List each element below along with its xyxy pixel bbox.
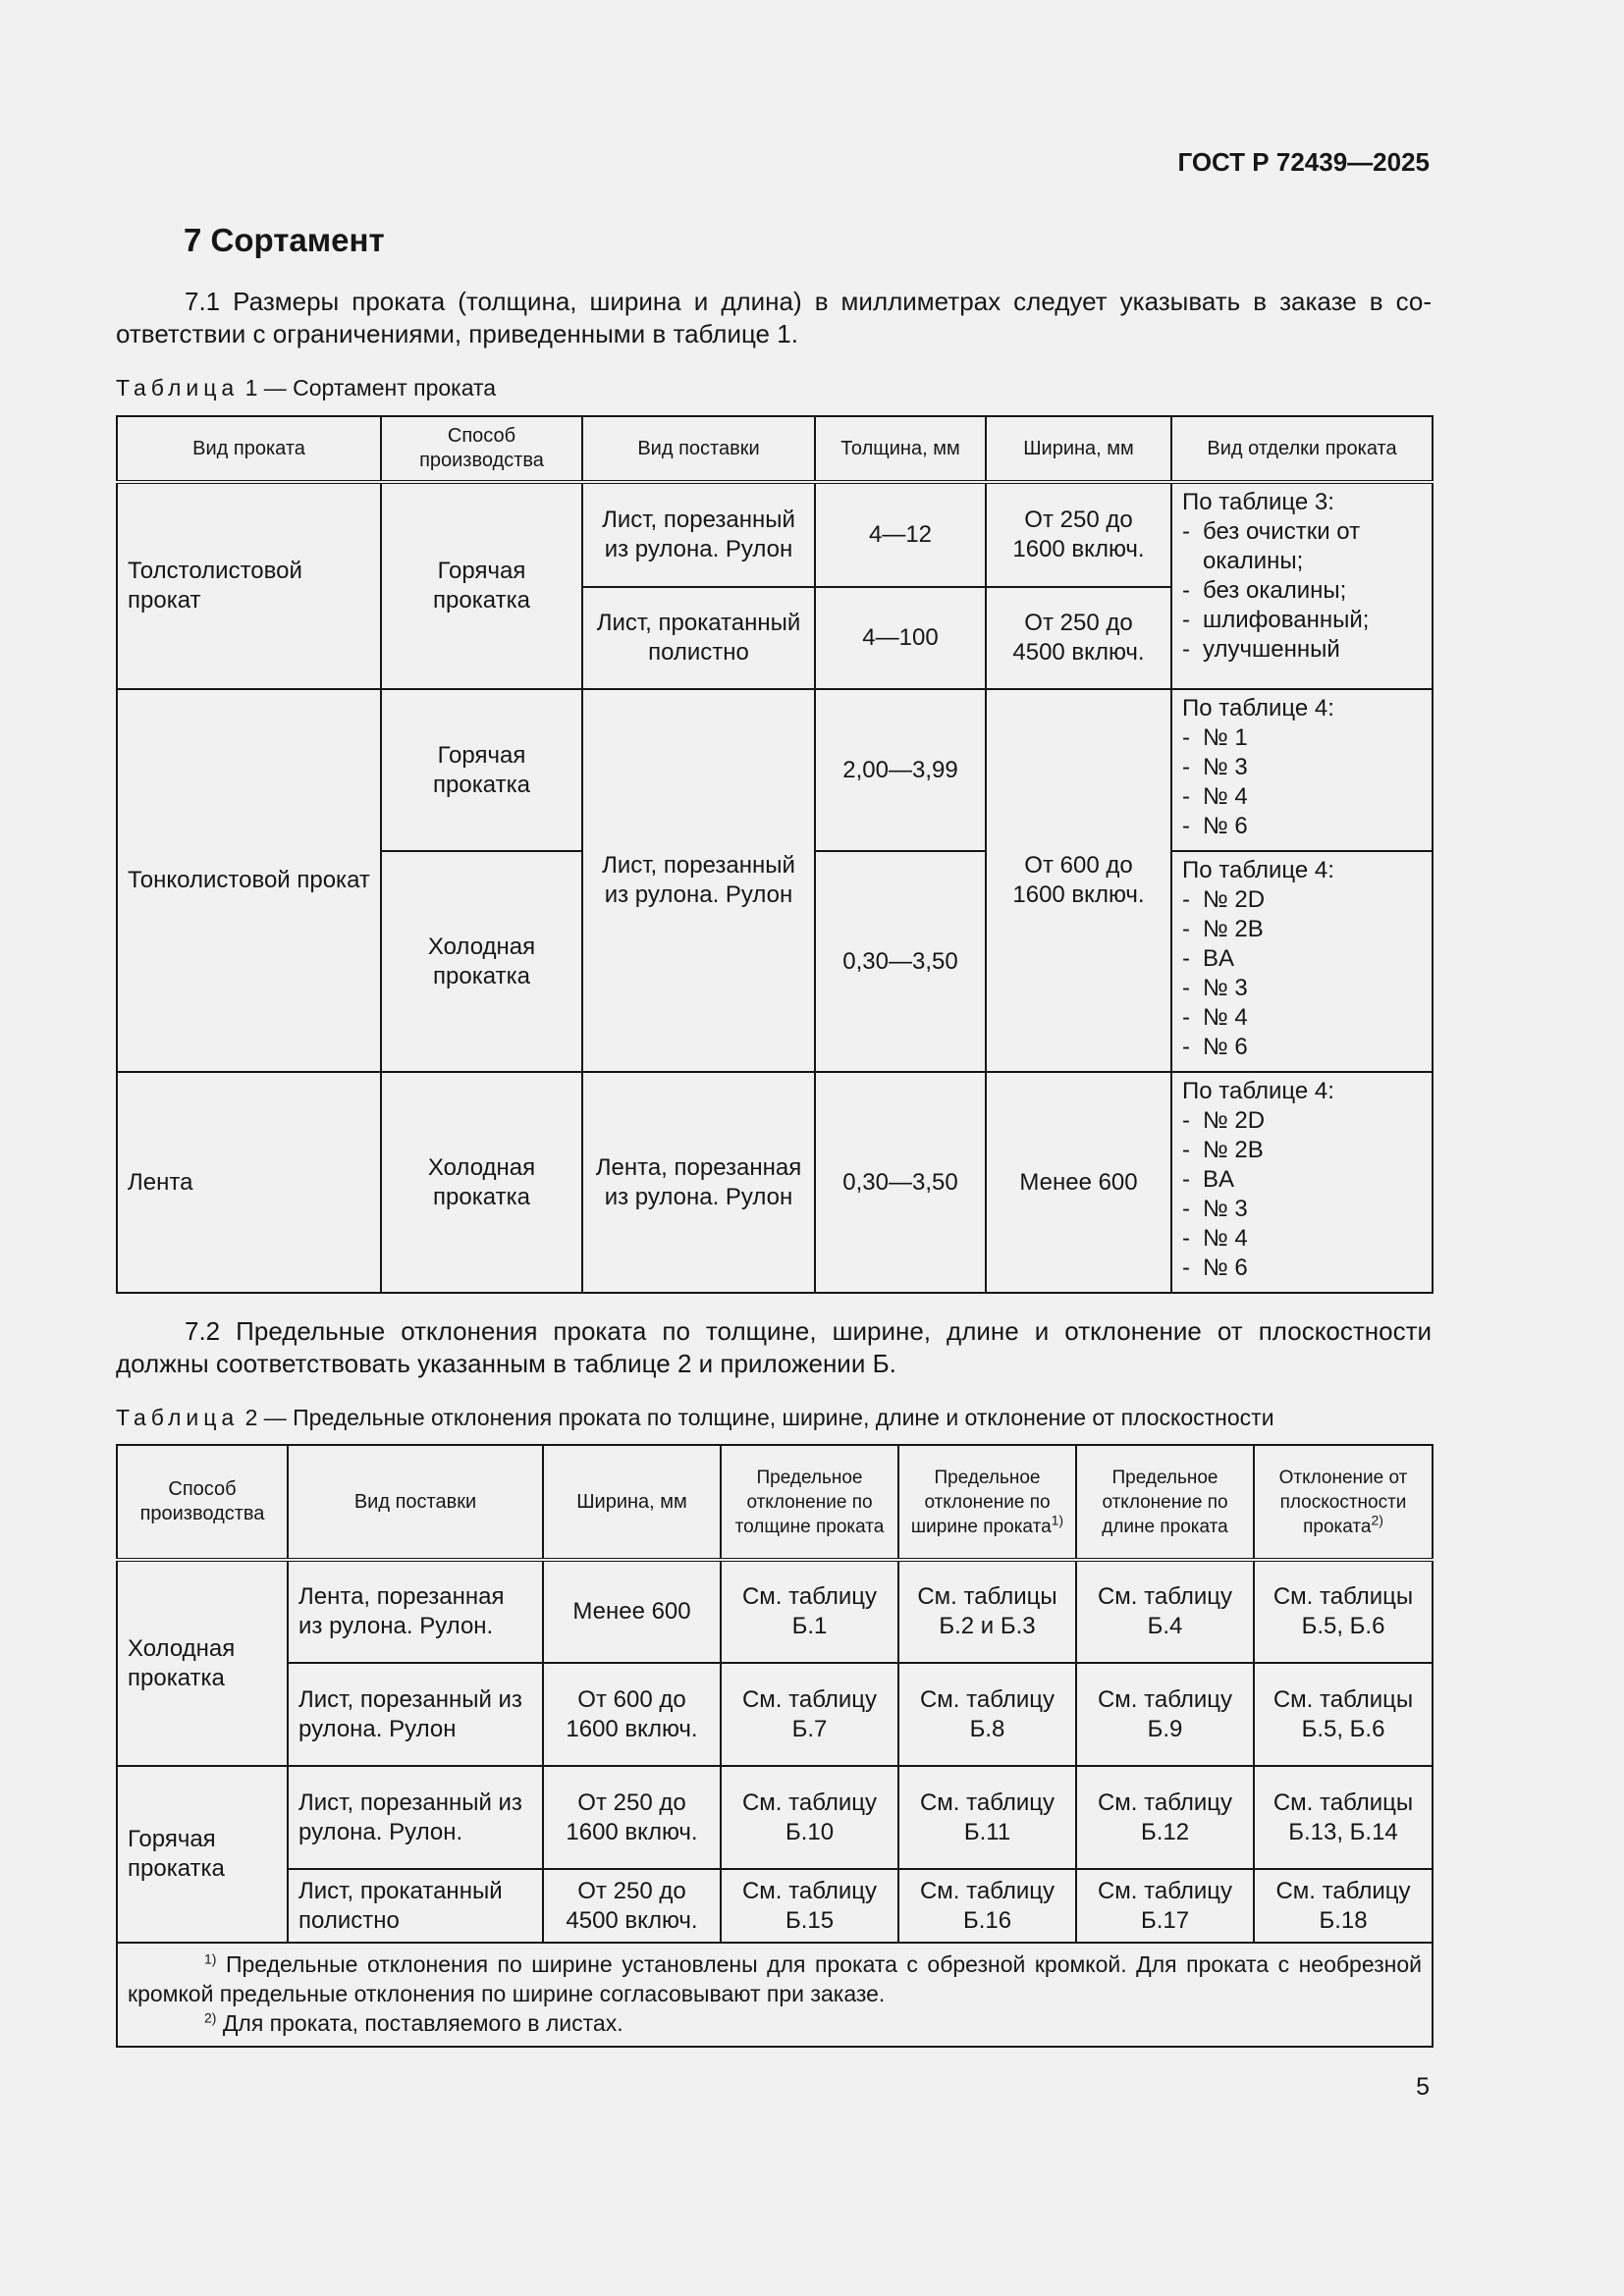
table2-caption <box>116 1405 1274 1431</box>
table-row <box>117 1560 1433 1663</box>
header-width-deviation-text: Предельное отклонение по ширине проката <box>910 1467 1052 1537</box>
footnote-2-mark: 2) <box>204 2009 217 2026</box>
table-row <box>117 1072 1433 1293</box>
width-ref: См. таблицу Б.16 <box>898 1869 1076 1943</box>
finish-item: - BA <box>1182 1165 1422 1195</box>
finish-item: - № 4 <box>1182 1003 1422 1033</box>
table1-header-row <box>117 416 1433 482</box>
product-type-thick-sheet: Толстолистовой прокат <box>117 482 381 689</box>
finish-item: - улучшенный <box>1182 635 1422 665</box>
width-value: Менее 600 <box>543 1560 721 1663</box>
table2-footnotes-row <box>117 1943 1433 2047</box>
table-assortment <box>116 415 1434 1294</box>
width-value: От 250 до 4500 включ. <box>986 587 1171 689</box>
finish-item: - № 6 <box>1182 1254 1422 1283</box>
table2-footnotes <box>117 1943 1433 2047</box>
finish-item: - № 6 <box>1182 812 1422 841</box>
section-title: 7 Сортамент <box>184 222 385 258</box>
width-ref: См. таблицу Б.8 <box>898 1663 1076 1766</box>
finish-item: - № 2D <box>1182 885 1422 915</box>
method-hot-rolling: Горячая прокатка <box>117 1766 288 1943</box>
document-id: ГОСТ Р 72439—2025 <box>1177 147 1430 177</box>
width-value: От 250 до 4500 включ. <box>543 1869 721 1943</box>
method-cold-rolling: Холодная прокатка <box>117 1560 288 1766</box>
header-production-method: Способ производства <box>117 1445 288 1560</box>
finish-title: По таблице 4: <box>1182 857 1334 883</box>
paragraph-7-2: 7.2 Предельные отклонения проката по толщине, ширине, длине и отклонение от плоскостности должны соответствовать указанным в таблице 2 и приложении Б. <box>116 1316 1432 1378</box>
header-finish: Вид отделки проката <box>1171 416 1433 482</box>
finish-item: - шлифованный; <box>1182 606 1422 635</box>
width-value: От 600 до 1600 включ. <box>986 689 1171 1072</box>
finish-item: - без очистки от окалины; <box>1182 517 1422 576</box>
finish-item: - № 3 <box>1182 753 1422 782</box>
flatness-ref: См. таблицы Б.13, Б.14 <box>1254 1766 1433 1869</box>
footnote-1-mark: 1) <box>204 1950 217 1967</box>
finish-item: - № 2B <box>1182 915 1422 944</box>
thickness-ref: См. таблицу Б.7 <box>721 1663 898 1766</box>
width-value: От 250 до 1600 включ. <box>986 482 1171 587</box>
thickness-value: 0,30—3,50 <box>815 851 986 1072</box>
header-production-method: Способ производства <box>381 416 582 482</box>
supply-value: Лист, порезанный из рулона. Рулон <box>288 1663 543 1766</box>
supply-value: Лист, порезанный из рулона. Рулон. <box>288 1766 543 1869</box>
header-width: Ширина, мм <box>986 416 1171 482</box>
table-tolerances <box>116 1444 1434 2048</box>
finish-list <box>1171 851 1433 1072</box>
table-row <box>117 482 1433 587</box>
header-width: Ширина, мм <box>543 1445 721 1560</box>
header-flatness-deviation <box>1254 1445 1433 1560</box>
finish-item: - № 6 <box>1182 1033 1422 1062</box>
footnote-ref-2: 2) <box>1371 1512 1383 1528</box>
supply-strip: Лента, порезанная из рулона. Рулон <box>582 1072 815 1293</box>
product-type-strip: Лента <box>117 1072 381 1293</box>
table2-caption-text: 2 — Предельные отклонения проката по толщине, ширине, длине и отклонение от плоскостности <box>239 1405 1274 1430</box>
table1-caption-text: 1 — Сортамент проката <box>239 375 497 400</box>
header-flatness-deviation-text: Отклонение от плоскостности проката <box>1278 1467 1408 1537</box>
footnote-2-text: Для проката, поставляемого в листах. <box>216 2010 623 2036</box>
finish-list <box>1171 1072 1433 1293</box>
finish-item: - № 3 <box>1182 974 1422 1003</box>
finish-item: - № 2B <box>1182 1136 1422 1165</box>
table-row <box>117 1663 1433 1766</box>
finish-item: - без окалины; <box>1182 576 1422 606</box>
footnote-1-text: Предельные отклонения по ширине установлены для проката с обрезной кромкой. Для проката с необрезной кромкой предельные отклонения по ширине согласовывают при заказе. <box>128 1951 1422 2006</box>
finish-list <box>1171 689 1433 851</box>
thickness-value: 4—12 <box>815 482 986 587</box>
supply-cut-from-coil: Лист, порезанный из рулона. Рулон <box>582 482 815 587</box>
finish-item: - № 1 <box>1182 723 1422 753</box>
footnote-1 <box>128 1949 1422 2008</box>
header-width-deviation <box>898 1445 1076 1560</box>
supply-value: Лист, прокатанный полистно <box>288 1869 543 1943</box>
header-supply-type: Вид поставки <box>582 416 815 482</box>
width-ref: См. таблицу Б.11 <box>898 1766 1076 1869</box>
table1-caption-word: Таблица <box>116 375 240 400</box>
flatness-ref: См. таблицу Б.18 <box>1254 1869 1433 1943</box>
width-value: От 250 до 1600 включ. <box>543 1766 721 1869</box>
method-hot-rolling: Горячая прокатка <box>381 482 582 689</box>
table1-caption <box>116 375 496 401</box>
finish-item: - № 4 <box>1182 1224 1422 1254</box>
header-length-deviation: Предельное отклонение по длине проката <box>1076 1445 1254 1560</box>
finish-item: - № 3 <box>1182 1195 1422 1224</box>
supply-value: Лента, порезанная из рулона. Рулон. <box>288 1560 543 1663</box>
length-ref: См. таблицу Б.4 <box>1076 1560 1254 1663</box>
length-ref: См. таблицу Б.12 <box>1076 1766 1254 1869</box>
paragraph-7-1: 7.1 Размеры проката (толщина, ширина и длина) в миллиметрах следует указывать в заказе в соответствии с ограничениями, приведенными в таблице 1. <box>116 287 1432 348</box>
table-row <box>117 1766 1433 1869</box>
length-ref: См. таблицу Б.9 <box>1076 1663 1254 1766</box>
finish-title: По таблице 4: <box>1182 1078 1334 1104</box>
product-type-thin-sheet: Тонколистовой прокат <box>117 689 381 1072</box>
footnote-ref-1: 1) <box>1051 1512 1064 1528</box>
header-supply-type: Вид поставки <box>288 1445 543 1560</box>
page-number: 5 <box>1416 2073 1430 2101</box>
finish-item: - № 4 <box>1182 782 1422 812</box>
table2-caption-word: Таблица <box>116 1405 240 1430</box>
thickness-value: 0,30—3,50 <box>815 1072 986 1293</box>
width-value: От 600 до 1600 включ. <box>543 1663 721 1766</box>
supply-rolled-sheet: Лист, прокатанный полистно <box>582 587 815 689</box>
finish-list <box>1171 482 1433 689</box>
length-ref: См. таблицу Б.17 <box>1076 1869 1254 1943</box>
thickness-ref: См. таблицу Б.1 <box>721 1560 898 1663</box>
width-ref: См. таблицы Б.2 и Б.3 <box>898 1560 1076 1663</box>
finish-title: По таблице 3: <box>1182 489 1334 515</box>
header-product-type: Вид проката <box>117 416 381 482</box>
finish-title: По таблице 4: <box>1182 695 1334 721</box>
table-row <box>117 1869 1433 1943</box>
thickness-ref: См. таблицу Б.15 <box>721 1869 898 1943</box>
supply-cut-from-coil: Лист, порезанный из рулона. Рулон <box>582 689 815 1072</box>
finish-item: - № 2D <box>1182 1106 1422 1136</box>
method-cold-rolling: Холодная прокатка <box>381 1072 582 1293</box>
table-row <box>117 689 1433 851</box>
method-hot-rolling: Горячая прокатка <box>381 689 582 851</box>
footnote-2 <box>128 2008 1422 2038</box>
thickness-value: 2,00—3,99 <box>815 689 986 851</box>
header-thickness: Толщина, мм <box>815 416 986 482</box>
thickness-value: 4—100 <box>815 587 986 689</box>
flatness-ref: См. таблицы Б.5, Б.6 <box>1254 1560 1433 1663</box>
thickness-ref: См. таблицу Б.10 <box>721 1766 898 1869</box>
finish-item: - BA <box>1182 944 1422 974</box>
header-thickness-deviation: Предельное отклонение по толщине проката <box>721 1445 898 1560</box>
flatness-ref: См. таблицы Б.5, Б.6 <box>1254 1663 1433 1766</box>
table2-header-row <box>117 1445 1433 1560</box>
method-cold-rolling: Холодная прокатка <box>381 851 582 1072</box>
width-value: Менее 600 <box>986 1072 1171 1293</box>
